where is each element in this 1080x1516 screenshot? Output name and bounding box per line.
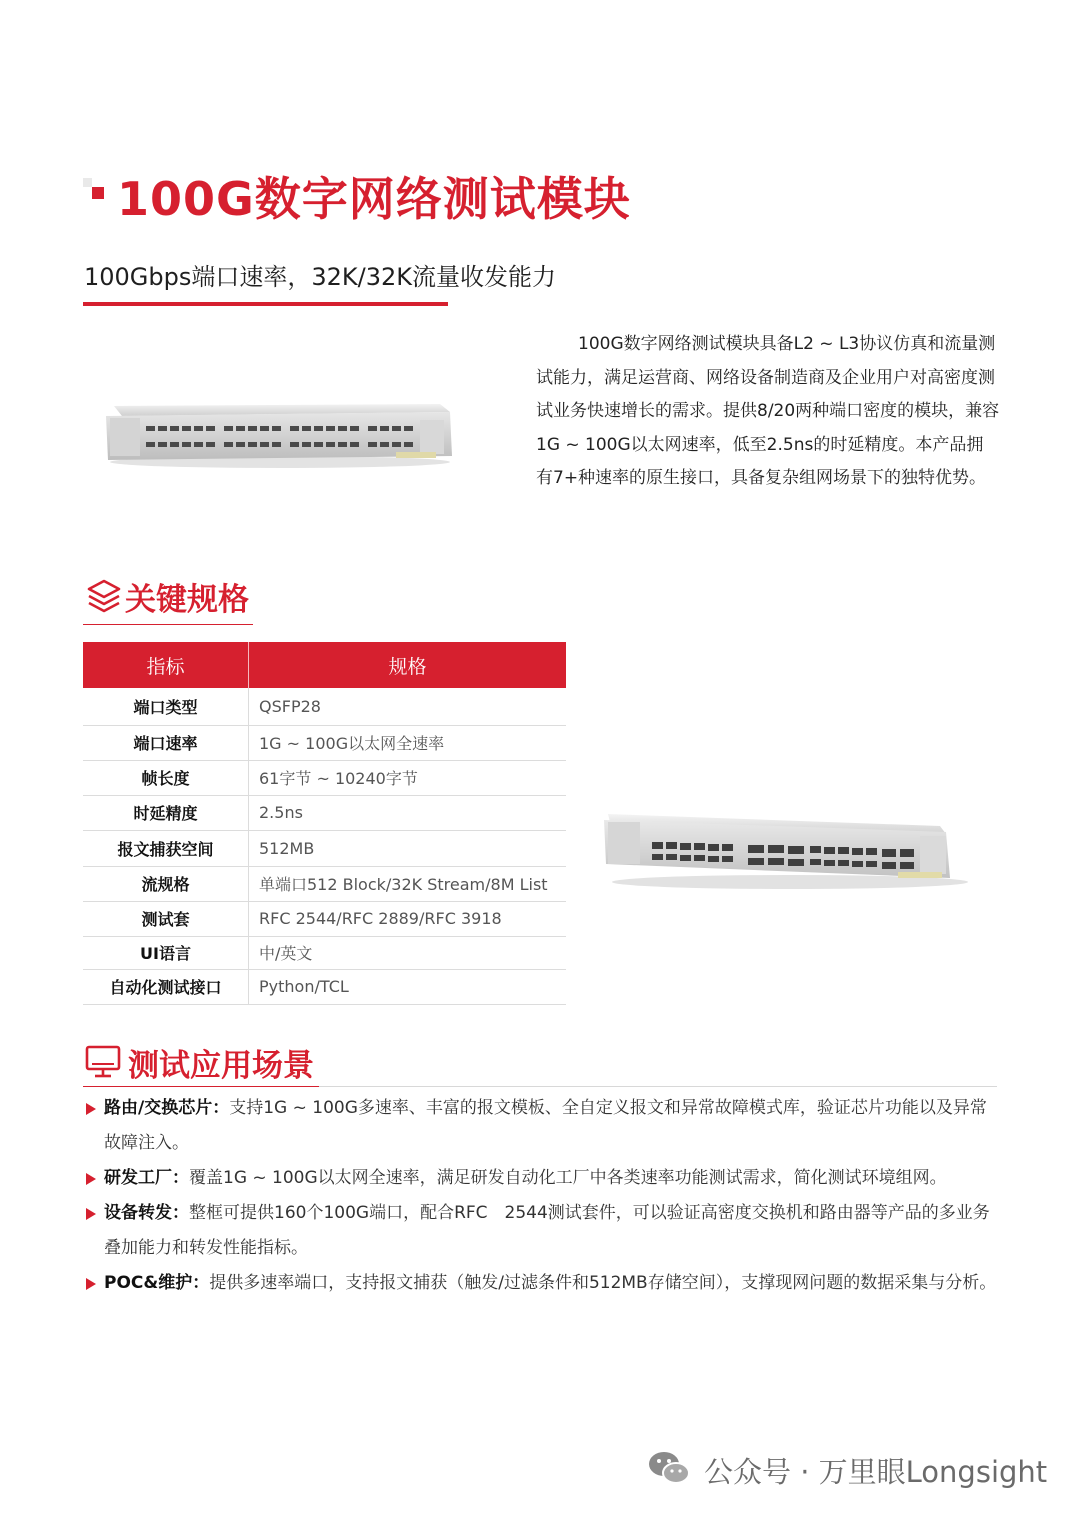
list-item (86, 1091, 1000, 1161)
spec-value: RFC 2544/RFC 2889/RFC 3918 (249, 901, 567, 936)
spec-key: 自动化测试接口 (83, 969, 249, 1004)
spec-table-header-row (83, 642, 566, 688)
scenario-text: 提供多速率端口，支持报文捕获（触发/过滤条件和512MB存储空间），支撑现网问题的数据采集与分析。 (209, 1273, 997, 1293)
spec-key: UI语言 (83, 936, 249, 969)
watermark (646, 1448, 1048, 1492)
spec-value: Python/TCL (249, 969, 567, 1004)
spec-key: 帧长度 (83, 760, 249, 795)
spec-key: 测试套 (83, 901, 249, 936)
list-item (86, 1161, 1000, 1196)
page-subtitle: 100Gbps端口速率，32K/32K流量收发能力 (84, 263, 557, 291)
table-row (83, 866, 566, 901)
spec-value: 61字节 ~ 10240字节 (249, 760, 567, 795)
metric-column-header: 指标 (83, 642, 249, 688)
spec-key: 流规格 (83, 866, 249, 901)
key-specs-underline (83, 624, 253, 625)
table-row (83, 688, 566, 725)
table-row (83, 830, 566, 866)
spec-value: 2.5ns (249, 795, 567, 830)
intro-paragraph: 100G数字网络测试模块具备L2 ~ L3协议仿真和流量测试能力，满足运营商、网络设备制造商及企业用户对高密度测试业务快速增长的需求。提供8/20两种端口密度的模块，兼容1G ~ 100G以太网速率，低至2.5ns的时延精度。本产品拥有7+种速率的原生接口，具备复杂组网场景下的独特优势。 (536, 334, 1000, 489)
scenario-label: 路由/交换芯片： (104, 1098, 230, 1118)
bullet-triangle-icon (86, 1278, 96, 1290)
bullet-triangle-icon (86, 1208, 96, 1220)
scenario-label: POC&维护： (104, 1273, 210, 1293)
scenario-text: 覆盖1G ~ 100G以太网全速率，满足研发自动化工厂中各类速率功能测试需求，简化测试环境组网。 (189, 1168, 947, 1188)
subtitle-underline (83, 302, 448, 306)
scenario-list (86, 1091, 1000, 1301)
scenario-text: 整框可提供160个100G端口，配合RFC 2544测试套件，可以验证高密度交换机和路由器等产品的多业务叠加能力和转发性能指标。 (104, 1203, 990, 1258)
spec-value: QSFP28 (249, 688, 567, 725)
layers-icon (86, 578, 122, 618)
scenarios-rule (319, 1086, 997, 1087)
watermark-text: 公众号 · 万里眼Longsight (704, 1455, 1048, 1489)
list-item (86, 1196, 1000, 1266)
spec-key: 端口速率 (83, 725, 249, 760)
list-item (86, 1266, 1000, 1301)
spec-value: 512MB (249, 830, 567, 866)
table-row (83, 936, 566, 969)
scenario-label: 研发工厂： (104, 1168, 189, 1188)
scenario-label: 设备转发： (104, 1203, 189, 1223)
scenarios-heading: 测试应用场景 (128, 1048, 314, 1084)
product-image-8-port (600, 808, 972, 892)
spec-value: 中/英文 (249, 936, 567, 969)
spec-column-header: 规格 (249, 642, 567, 688)
table-row (83, 725, 566, 760)
scenarios-underline (83, 1086, 319, 1087)
key-specs-heading: 关键规格 (125, 582, 249, 618)
title-marker-icon (83, 178, 105, 208)
spec-table (83, 642, 566, 1005)
monitor-icon (84, 1044, 122, 1084)
spec-value: 1G ~ 100G以太网全速率 (249, 725, 567, 760)
bullet-triangle-icon (86, 1173, 96, 1185)
spec-key: 报文捕获空间 (83, 830, 249, 866)
wechat-icon (646, 1448, 692, 1488)
spec-key: 端口类型 (83, 688, 249, 725)
product-image-20-port (100, 400, 456, 470)
table-row (83, 760, 566, 795)
table-row (83, 901, 566, 936)
page-title: 100G数字网络测试模块 (117, 172, 631, 226)
spec-value: 单端口512 Block/32K Stream/8M List (249, 866, 567, 901)
spec-key: 时延精度 (83, 795, 249, 830)
table-row (83, 969, 566, 1004)
bullet-triangle-icon (86, 1103, 96, 1115)
table-row (83, 795, 566, 830)
scenario-text: 支持1G ~ 100G多速率、丰富的报文模板、全自定义报文和异常故障模式库，验证芯片功能以及异常故障注入。 (104, 1098, 987, 1153)
